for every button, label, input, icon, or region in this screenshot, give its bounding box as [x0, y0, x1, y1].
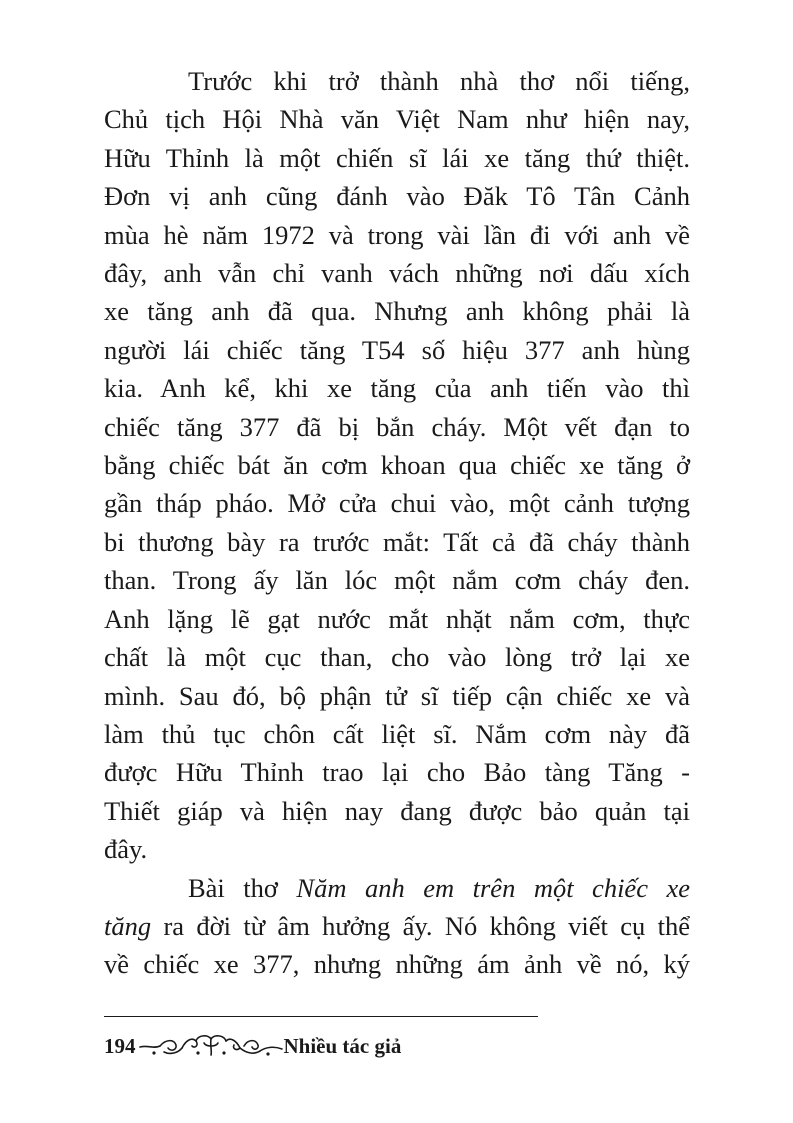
text-line	[104, 869, 690, 907]
scroll-ornament-icon	[138, 1031, 284, 1061]
text-line: người lái chiếc tăng T54 số hiệu 377 anh hùng	[104, 334, 690, 365]
text-line: Anh lặng lẽ gạt nước mắt nhặt nắm cơm, thực	[104, 603, 690, 634]
poem-title-end: tăng	[104, 910, 152, 941]
text-line: bằng chiếc bát ăn cơm khoan qua chiếc xe tăng ở	[104, 450, 690, 481]
text-line: mùa hè năm 1972 và trong vài lần đi với anh về	[104, 219, 690, 250]
text-line: Đơn vị anh cũng đánh vào Đăk Tô Tân Cảnh	[104, 181, 690, 212]
text-line: làm thủ tục chôn cất liệt sĩ. Nắm cơm này đã	[104, 718, 690, 749]
text-line: Trước khi trở thành nhà thơ nổi tiếng,	[188, 66, 690, 96]
text-line: Hữu Thỉnh là một chiến sĩ lái xe tăng thứ thiệt.	[104, 142, 690, 173]
text-line: xe tăng anh đã qua. Nhưng anh không phải là	[104, 296, 690, 327]
text-line: than. Trong ấy lăn lóc một nắm cơm cháy đen.	[104, 565, 690, 596]
text-line: gần tháp pháo. Mở cửa chui vào, một cảnh tượng	[104, 488, 690, 519]
text-line: Chủ tịch Hội Nhà văn Việt Nam như hiện nay,	[104, 104, 690, 135]
page-number: 194	[104, 1033, 136, 1058]
text-line	[104, 907, 690, 945]
text-line: mình. Sau đó, bộ phận tử sĩ tiếp cận chiếc xe và	[104, 680, 690, 711]
text-line: đây.	[104, 834, 148, 865]
text-line: chiếc tăng 377 đã bị bắn cháy. Một vết đạn to	[104, 411, 690, 442]
page-footer	[104, 1028, 401, 1064]
text-line: Thiết giáp và hiện nay đang được bảo quản tại	[104, 795, 690, 826]
text-line: về chiếc xe 377, nhưng những ám ảnh về nó, ký	[104, 949, 690, 980]
footer-rule	[104, 1016, 538, 1017]
author-name: Nhiều tác giả	[283, 1033, 402, 1058]
paragraph-2	[104, 869, 690, 984]
text-line: bi thương bày ra trước mắt: Tất cả đã cháy thành	[104, 526, 690, 557]
text-line: đây, anh vẫn chỉ vanh vách những nơi dấu xích	[104, 258, 690, 289]
text-line: kia. Anh kể, khi xe tăng của anh tiến vào thì	[104, 373, 690, 404]
body-text	[104, 62, 690, 984]
paragraph-1	[104, 62, 690, 869]
text-line: được Hữu Thỉnh trao lại cho Bảo tàng Tăng -	[104, 757, 690, 788]
text-run: ra đời từ âm hưởng ấy. Nó không viết cụ thể	[151, 910, 690, 941]
text-run: Bài thơ	[188, 872, 297, 903]
poem-title: Năm anh em trên một chiếc xe	[296, 872, 690, 903]
text-line: chất là một cục than, cho vào lòng trở lại xe	[104, 642, 690, 673]
